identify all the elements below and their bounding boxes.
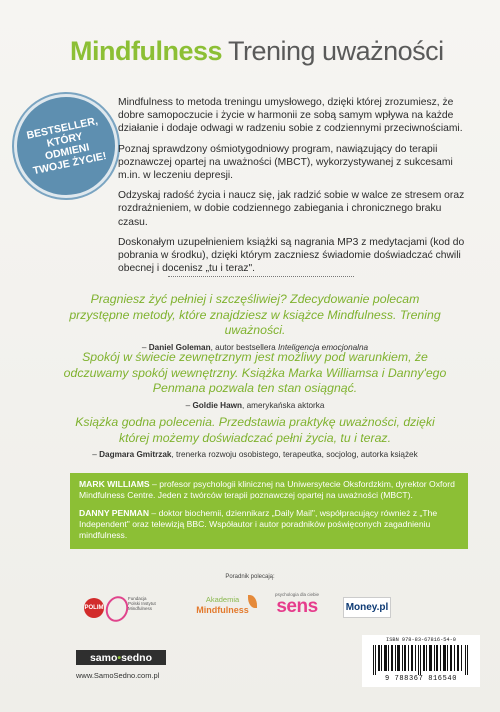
isbn-barcode [362,635,480,687]
author-bio-williams: MARK WILLIAMS – profesor psychologii klinicznej na Uniwersytecie Oksfordzkim, dyrektor Oxford Mindfulness Centre. Jeden z twórców terapii poznawczej opartej na uważności (MBCT). [79,479,455,500]
polim-mark: POLIM [84,598,104,618]
quote-attribution: – Dagmara Gmitrzak, trenerka rozwoju osobistego, terapeutka, socjolog, autorka książek [92,450,418,459]
publisher-logo: samo • sedno [76,650,166,665]
isbn-digits: 9 788367 816540 [384,675,457,683]
money-pl-logo: Money.pl [343,597,391,618]
title-main: Mindfulness [70,36,223,66]
intro-text [118,96,473,282]
quote-text: Książka godna polecenia. Przedstawia praktykę uważności, dzięki której możemy doświadczać pełni życia, tu i teraz. [75,415,435,445]
quote-3 [60,415,450,459]
polim-logo [84,594,164,622]
intro-paragraph-1: Mindfulness to metoda treningu umysłowego, dzięki której zrozumiesz, że dobre samopoczucie i życie w harmonii ze sobą samym wpływa na każde działanie i dodaje odwagi w radzeniu sobie z codziennymi przeciwnościami. [118,97,463,135]
quote-author: Goldie Hawn [192,400,243,410]
publisher-url: www.SamoSedno.com.pl [76,671,160,680]
bestseller-badge [4,84,127,207]
barcode-icon [371,645,471,675]
intro-paragraph-3: Odzyskaj radość życia i naucz się, jak radzić sobie w walce ze stresem oraz rozdrażnieniem, w dobie codziennego zabiegania i chronicznego braku czasu. [118,190,465,228]
quote-1 [60,292,450,352]
sens-logo: psychologia dla ciebie sens [274,592,320,617]
dotted-divider [168,276,354,277]
akademia-mindfulness-logo: Akademia Mindfulness [190,595,255,615]
isbn-text: ISBN 978-83-67816-54-0 [386,637,456,643]
intro-paragraph-4: Doskonałym uzupełnieniem książki są nagrania MP3 z medytacjami (kod do pobrania w środku), dzięki którym zaczniesz świadomie doświadczać chwili obecnej i docenisz „tu i teraz". [118,236,465,275]
quote-2 [60,350,450,410]
author-bio-penman: DANNY PENMAN – doktor biochemii, dziennikarz „Daily Mail", współpracujący również z „The Independent" oraz telewizją BBC. Współautor i autor poradników poświęconych zagadnieniu mindfulness. [79,508,438,540]
quote-text: Spokój w świecie zewnętrznym jest możliwy pod warunkiem, że odczuwamy spokój wewnętrzny. Książka Marka Williamsa i Danny'ego Penmana pozwala ten stan osiągnąć. [63,350,447,395]
quote-attribution: – Daniel Goleman, autor bestsellera Inteligencja emocjonalna [141,342,369,352]
quote-author: Dagmara Gmitrzak [99,450,172,459]
cover-title [70,36,490,67]
quote-author: Daniel Goleman [148,342,211,352]
intro-paragraph-2: Poznaj sprawdzony ośmiotygodniowy program, nawiązujący do terapii poznawczej opartej na uważności (MBCT), wykorzystywanej z sukcesami m.in. w leczeniu depresji. [118,143,453,182]
quote-attribution: – Goldie Hawn, amerykańska aktorka [185,400,325,410]
badge-text: BESTSELLER, KTÓRY ODMIENI TWOJE ŻYCIE! [25,115,108,178]
polim-text: Fundacja Polski Instytut Mindfulness [128,596,156,611]
authors-box [70,473,468,549]
quote-text: Pragniesz żyć pełniej i szczęśliwiej? Zdecydowanie polecam przystępne metody, które znajdziesz w książce Mindfulness. Trening uważności. [69,292,441,337]
partners-label: Poradnik polecają: [225,574,275,580]
title-sub: Trening uważności [228,36,444,66]
